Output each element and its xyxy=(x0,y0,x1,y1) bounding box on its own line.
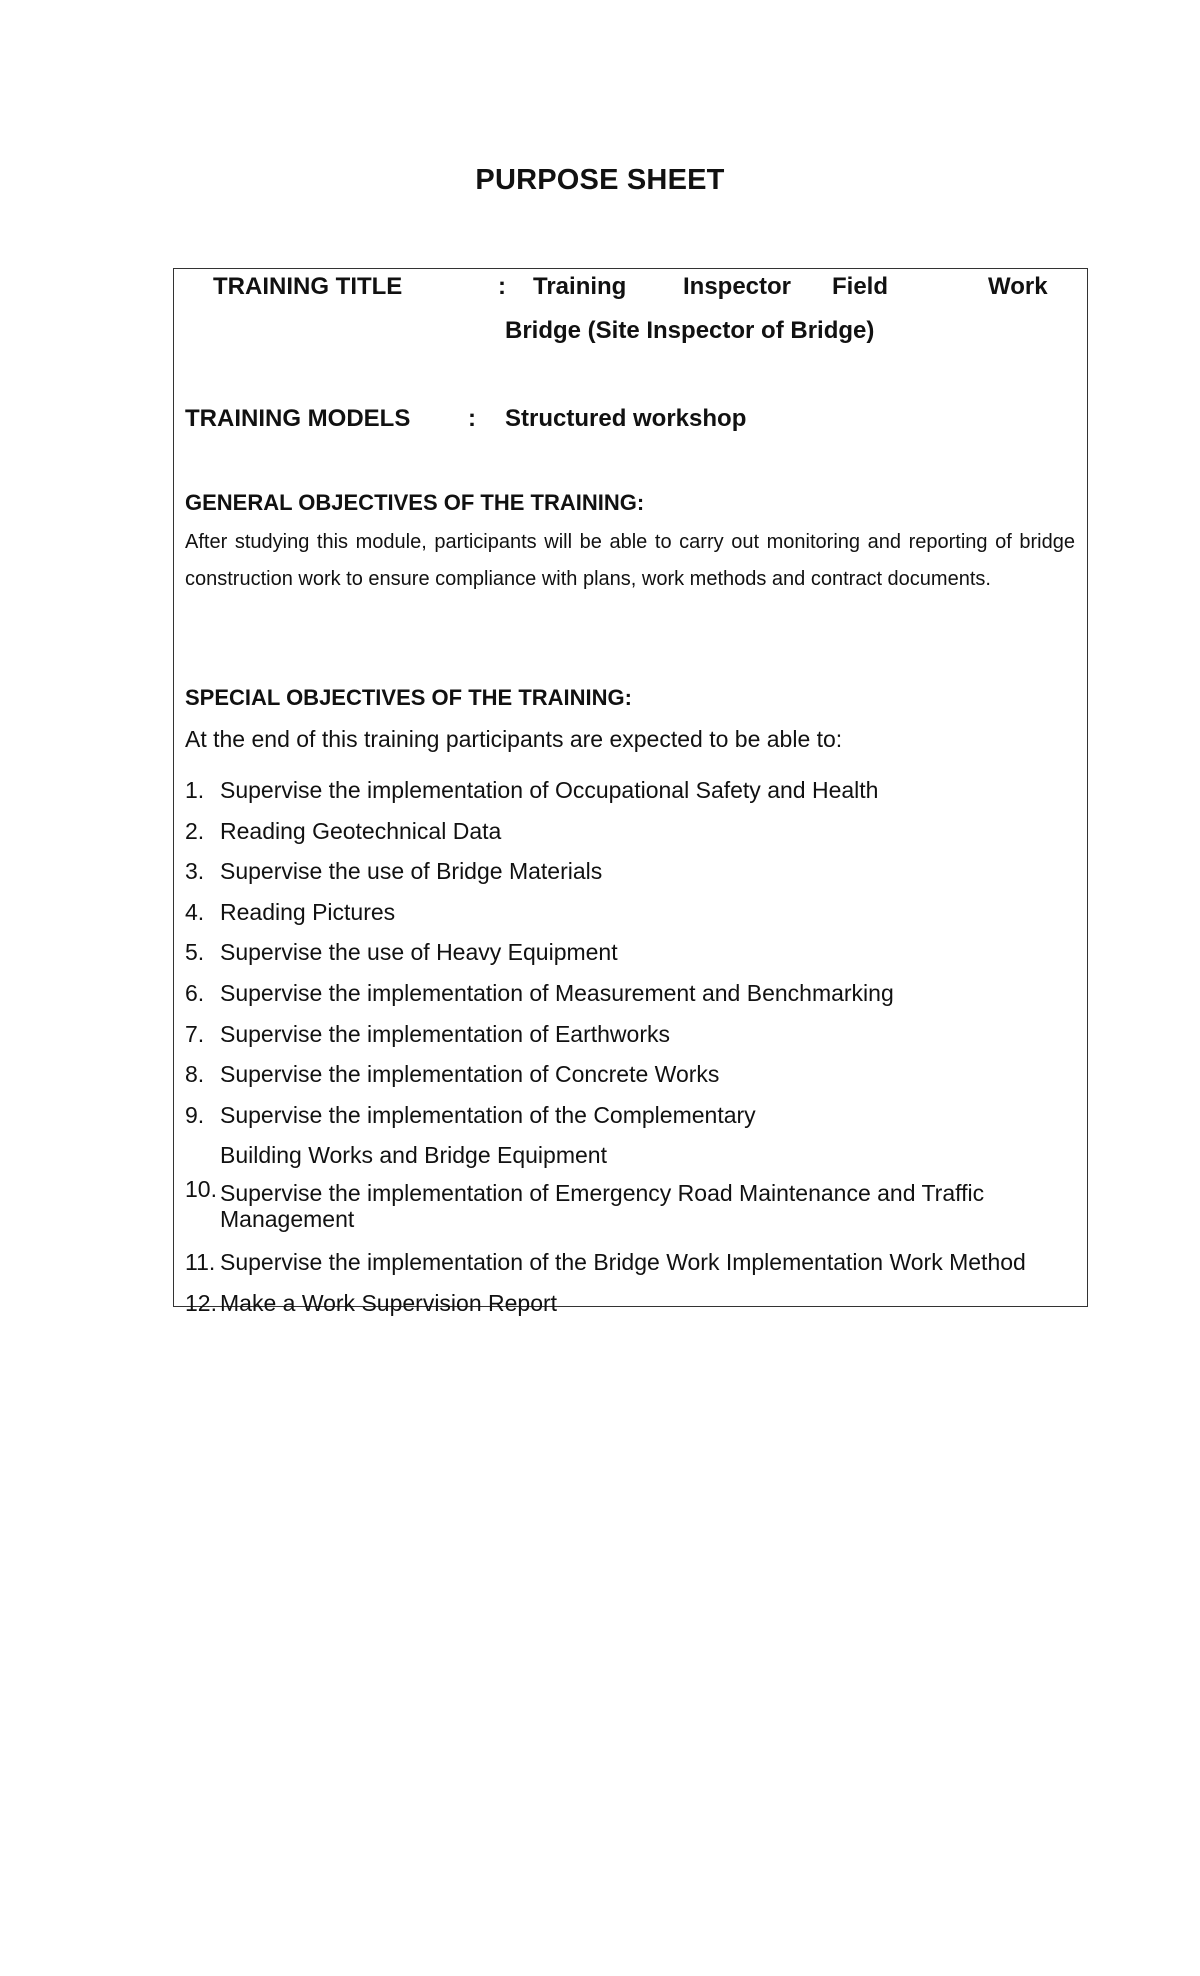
list-item-text: Supervise the implementation of the Bridge Work Implementation Work Method xyxy=(220,1248,1026,1275)
list-item-number: 6. xyxy=(185,979,205,1006)
list-item xyxy=(185,1054,1075,1095)
list-item-number: 7. xyxy=(185,1020,205,1047)
list-item-number: 1. xyxy=(185,777,205,803)
special-objectives-heading: SPECIAL OBJECTIVES OF THE TRAINING: xyxy=(185,685,632,710)
list-item-text: Supervise the use of Heavy Equipment xyxy=(220,939,618,966)
special-objectives-list xyxy=(185,770,1075,1323)
list-item xyxy=(185,973,1075,1014)
list-item xyxy=(185,811,1075,852)
list-item xyxy=(185,1176,1075,1242)
training-title-colon: : xyxy=(498,273,506,300)
list-item-number: 5. xyxy=(185,939,205,966)
list-item-text: Supervise the implementation of the Complementary Building Works and Bridge Equipment xyxy=(220,1101,756,1169)
training-models-colon: : xyxy=(468,405,476,432)
training-title-word-3: Field xyxy=(832,273,889,300)
training-title-word-1: Training xyxy=(533,273,627,300)
training-title-word-2: Inspector xyxy=(683,273,792,300)
list-item-number: 10. xyxy=(185,1175,217,1202)
list-item-text: Reading Geotechnical Data xyxy=(220,817,502,844)
list-item-text: Reading Pictures xyxy=(220,898,396,925)
list-item xyxy=(185,1283,1075,1324)
list-item-number: 11. xyxy=(185,1248,216,1275)
list-item-text: Supervise the implementation of Measurement and Benchmarking xyxy=(220,979,894,1006)
list-item-text: Supervise the implementation of Concrete Works xyxy=(220,1061,720,1088)
list-item-number: 12. xyxy=(185,1289,217,1316)
list-item xyxy=(185,770,1075,811)
list-item-text: Supervise the use of Bridge Materials xyxy=(220,858,603,885)
general-objectives-text: After studying this module, participants will be able to carry out monitoring and reporting of bridge construction work to ensure compliance with plans, work methods and contract documents. xyxy=(185,531,1075,590)
list-item-text: Supervise the implementation of Occupational Safety and Health xyxy=(220,777,879,803)
training-title-label: TRAINING TITLE xyxy=(213,273,403,300)
list-item-text: Supervise the implementation of Earthworks xyxy=(220,1020,670,1047)
list-item-number: 8. xyxy=(185,1061,205,1088)
training-title-word-4: Work xyxy=(988,273,1048,300)
training-models-value: Structured workshop xyxy=(505,405,747,432)
list-item xyxy=(185,892,1075,933)
general-objectives-heading: GENERAL OBJECTIVES OF THE TRAINING: xyxy=(185,490,645,515)
list-item xyxy=(185,932,1075,973)
list-item-number: 4. xyxy=(185,898,205,925)
list-item xyxy=(185,1242,1075,1283)
list-item-number: 2. xyxy=(185,817,205,844)
list-item xyxy=(185,1014,1075,1055)
list-item-number: 3. xyxy=(185,858,205,885)
list-item xyxy=(185,1095,1075,1176)
list-item-number: 9. xyxy=(185,1101,205,1128)
list-item-text: Make a Work Supervision Report xyxy=(220,1289,558,1316)
list-item-text: Supervise the implementation of Emergency Road Maintenance and Traffic Management xyxy=(220,1179,985,1232)
training-models-label: TRAINING MODELS xyxy=(185,405,411,432)
list-item xyxy=(185,851,1075,892)
special-objectives-intro: At the end of this training participants are expected to be able to: xyxy=(185,726,843,752)
training-title-line-2: Bridge (Site Inspector of Bridge) xyxy=(505,317,875,344)
page-title: PURPOSE SHEET xyxy=(475,164,725,196)
